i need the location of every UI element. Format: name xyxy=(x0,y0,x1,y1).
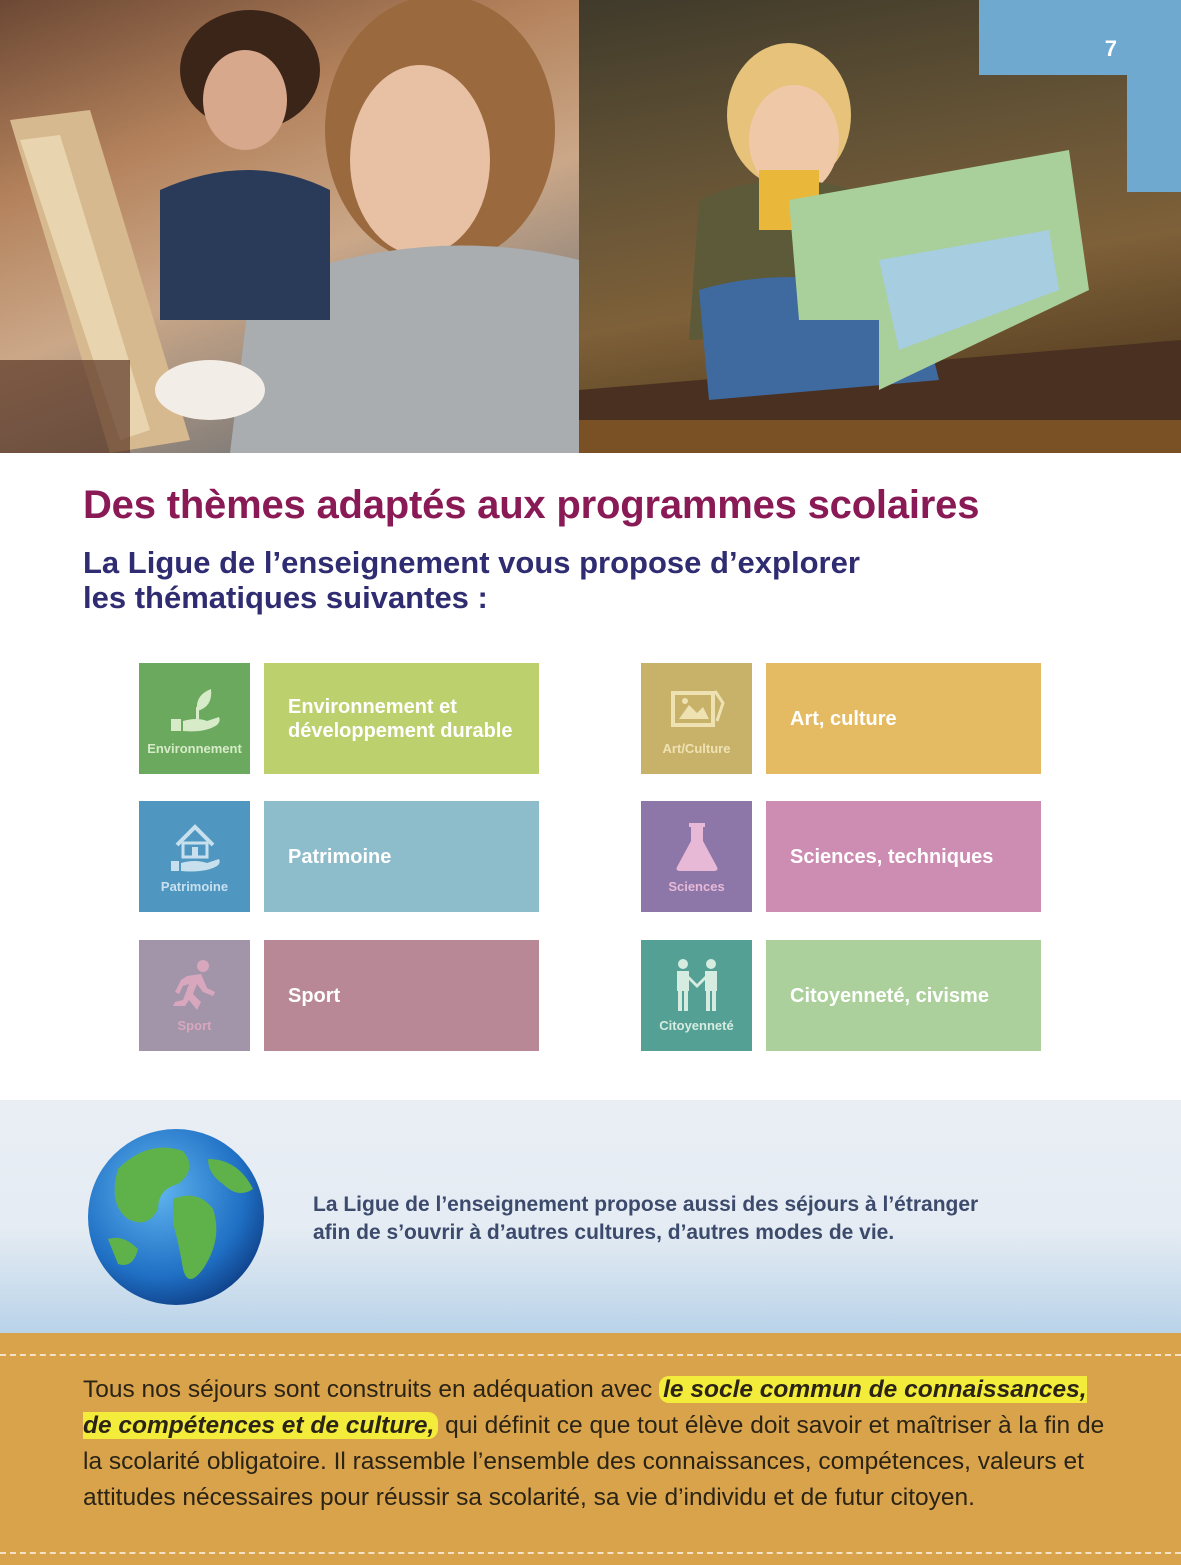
theme-icon-box xyxy=(641,940,752,1051)
handshake-icon xyxy=(669,958,725,1014)
dashed-divider-bottom xyxy=(0,1552,1181,1554)
theme-icon-box xyxy=(139,940,250,1051)
flask-icon xyxy=(669,819,725,875)
house-hand-icon xyxy=(167,819,223,875)
runner-icon xyxy=(167,958,223,1014)
travel-text: La Ligue de l’enseignement propose aussi des séjours à l’étranger afin de s’ouvrir à d’autres cultures, d’autres modes de vie. xyxy=(313,1193,979,1244)
theme-label: Sciences, techniques xyxy=(766,801,1041,912)
theme-icon-box xyxy=(139,801,250,912)
plant-hand-icon xyxy=(167,681,223,737)
globe-icon xyxy=(88,1129,265,1306)
theme-icon-label: Patrimoine xyxy=(160,879,229,894)
theme-icon-box xyxy=(641,801,752,912)
dashed-divider-top xyxy=(0,1354,1181,1356)
page-number: 7 xyxy=(1104,36,1117,61)
theme-icon-label: Citoyenneté xyxy=(659,1018,734,1033)
socle-commun-text xyxy=(83,1372,1113,1516)
theme-icon-label: Art/Culture xyxy=(662,741,731,756)
theme-label: Art, culture xyxy=(766,663,1041,774)
socle-highlight: le socle commun de connaissances, de compétences et de culture, xyxy=(83,1376,1087,1439)
page-title: Des thèmes adaptés aux programmes scolaires xyxy=(83,483,980,527)
socle-text-end: qui définit ce que tout élève doit savoir et maîtriser à la fin de la scolarité obligatoire. Il rassemble l’ensemble des connaissances, compétences, valeurs et attitudes nécessaires pour réussir sa scolarité, sa vie d’individu et de futur citoyen. xyxy=(83,1412,1105,1511)
theme-label: Sport xyxy=(264,940,539,1051)
theme-label: Patrimoine xyxy=(264,801,539,912)
theme-icon-label: Sport xyxy=(177,1018,212,1033)
page-tab-extension xyxy=(1127,75,1181,192)
page-tab xyxy=(979,0,1181,75)
theme-label: Environnement et développement durable xyxy=(264,663,539,774)
page-subtitle: La Ligue de l’enseignement vous propose d’explorer les thématiques suivantes : xyxy=(83,545,860,615)
socle-text-start: Tous nos séjours sont construits en adéquation avec xyxy=(83,1376,660,1403)
theme-label: Citoyenneté, civisme xyxy=(766,940,1041,1051)
theme-icon-label: Environnement xyxy=(147,741,242,756)
theme-icon-box xyxy=(641,663,752,774)
children-painting-photo xyxy=(0,0,579,453)
theme-icon-label: Sciences xyxy=(668,879,725,894)
theme-icon-box xyxy=(139,663,250,774)
picture-frame-icon xyxy=(669,681,725,737)
